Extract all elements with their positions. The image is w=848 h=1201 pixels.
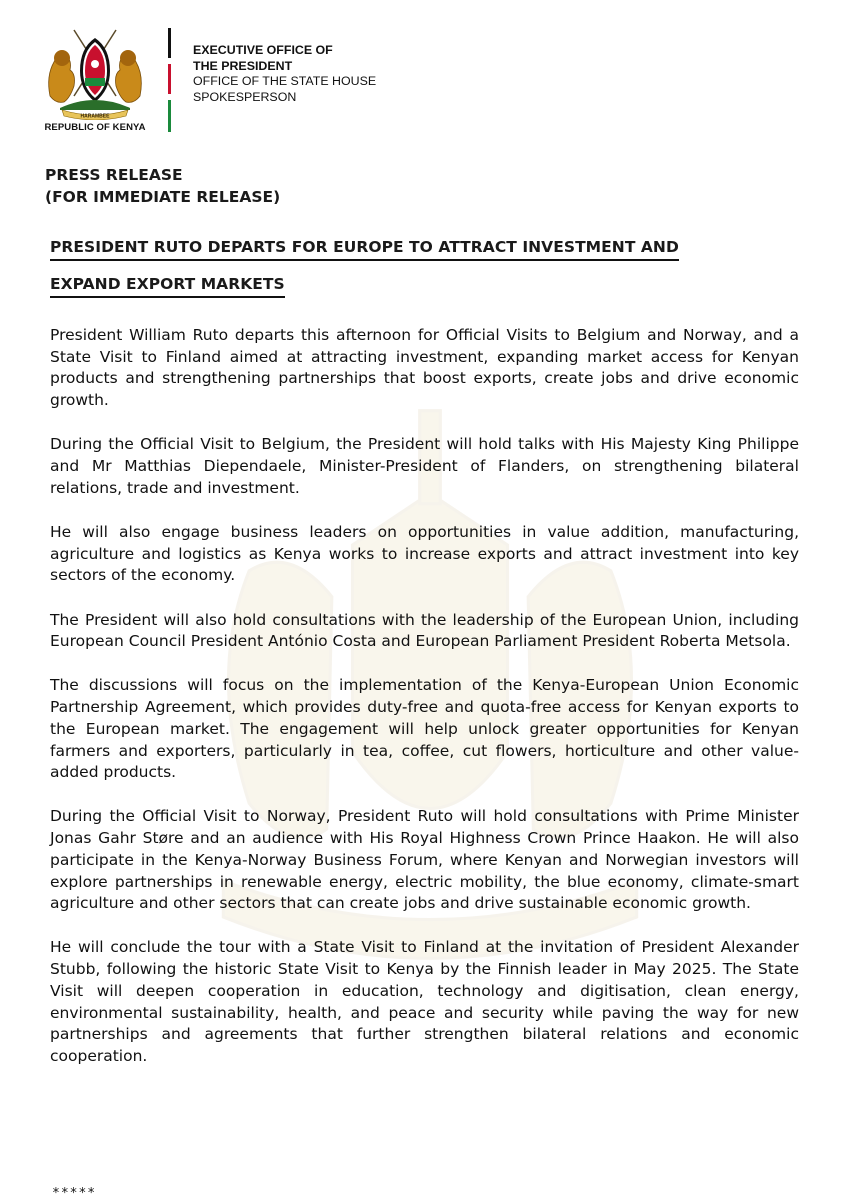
paragraph: During the Official Visit to Norway, President Ruto will hold consultations with Prime Minister Jonas Gahr Støre and an audience with His Royal Highness Crown Prince Haakon. He will also participate in the Kenya-Norway Business Forum, where Kenyan and Norwegian investors will explore partnerships in renewable energy, electric mobility, the blue economy, climate-smart agriculture and other sectors that can create jobs and drive sustainable economic growth. [50,807,799,913]
paragraph: The President will also hold consultations with the leadership of the European Union, including European Council President António Costa and European Parliament President Roberta Metsola. [50,610,799,651]
flag-red-segment [168,64,171,94]
paragraph: He will conclude the tour with a State Visit to Finland at the invitation of President Alexander Stubb, following the historic State Visit to Kenya by the Finnish leader in May 2025. The State Visit will deepen cooperation in education, technology and digitisation, clean energy, environmental sustainability, health, and peace and security while paving the way for new partnerships and agreements that further strengthen bilateral relations and economic cooperation. [50,938,799,1065]
kenya-coat-of-arms-icon [40,26,150,120]
headline-line-2: EXPAND EXPORT MARKETS [50,275,285,298]
paragraph: He will also engage business leaders on opportunities in value addition, manufacturing, agriculture and logistics as Kenya works to increase exports and attract investment into key sectors of the economy. [50,522,799,585]
office-line-1: EXECUTIVE OFFICE OF [193,43,333,57]
paragraph: The discussions will focus on the implementation of the Kenya-European Union Economic Partnership Agreement, which provides duty-free and quota-free access for Kenyan exports to the European market. The engagement will help unlock greater opportunities for Kenyan farmers and exporters, particularly in tea, coffee, cut flowers, horticulture and other value-added products. [50,676,799,782]
press-release-label: PRESS RELEASE [45,166,183,184]
office-line-4: SPOKESPERSON [193,89,297,104]
republic-label: REPUBLIC OF KENYA [44,122,146,133]
end-mark: ***** [52,1186,97,1201]
motto-text: HARAMBEE [80,113,110,120]
paragraph: During the Official Visit to Belgium, the President will hold talks with His Majesty King Philippe and Mr Matthias Diependaele, Minister-President of Flanders, on strengthening bilateral relations, trade and investment. [50,435,799,497]
office-line-3: OFFICE OF THE STATE HOUSE [193,74,377,88]
headline-line-1: PRESIDENT RUTO DEPARTS FOR EUROPE TO ATTRACT INVESTMENT AND [50,238,679,261]
press-release-body [50,325,799,1090]
flag-black-segment [168,28,171,58]
issuing-office [193,43,376,105]
release-type [45,164,280,208]
immediate-release-label: (FOR IMMEDIATE RELEASE) [45,188,281,206]
paragraph: President William Ruto departs this afternoon for Official Visits to Belgium and Norway, and a State Visit to Finland aimed at attracting investment, expanding market access for Kenyan products and strengthening partnerships that boost exports, create jobs and drive economic growth. [50,326,799,410]
flag-green-segment [168,100,171,132]
headline [50,238,750,298]
office-line-2: THE PRESIDENT [193,58,293,73]
letterhead [0,0,848,140]
kenya-flag-bar [168,28,171,132]
